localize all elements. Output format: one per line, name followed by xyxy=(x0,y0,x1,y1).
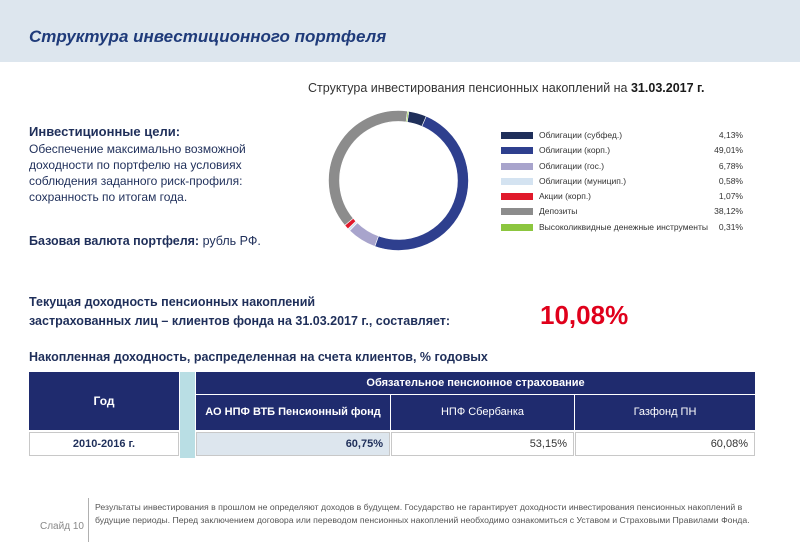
legend-value-5: 38,12% xyxy=(714,206,743,217)
page-title: Структура инвестиционного портфеля xyxy=(29,27,387,46)
table-cell-sberbank: 53,15% xyxy=(391,432,574,456)
structure-title xyxy=(308,81,704,95)
legend-value-3: 0,58% xyxy=(718,175,743,186)
legend-value-4: 1,07% xyxy=(718,191,743,202)
disclaimer-text: Результаты инвестирования в прошлом не определяют доходов в будущем. Государство не гарантирует доходности инвестирования пенсионных накоплений в будущие периоды. Перед заключением договора или переводом пенсионных накоплений необходимо ознакомиться с Уставом и Страховыми Правилами Фонда. xyxy=(95,502,750,525)
chart-legend xyxy=(501,128,745,235)
legend-item-4 xyxy=(501,189,745,204)
legend-swatch-4 xyxy=(501,193,533,200)
legend-value-0: 4,13% xyxy=(718,130,743,140)
table-header-year: Год xyxy=(29,372,179,430)
header-divider xyxy=(0,62,800,64)
legend-swatch-0 xyxy=(501,132,533,139)
slide-number: Слайд 10 xyxy=(40,521,84,532)
table-cell-year: 2010-2016 г. xyxy=(29,432,179,456)
legend-label-6: Высоколиквидные денежные инструменты xyxy=(539,221,708,232)
current-yield-text xyxy=(29,293,450,331)
legend-label-1: Облигации (корп.) xyxy=(539,145,611,156)
legend-item-5 xyxy=(501,204,745,219)
donut-slice-1 xyxy=(375,116,469,250)
table-header-vtb: АО НПФ ВТБ Пенсионный фонд xyxy=(196,395,390,430)
footer-divider xyxy=(88,498,89,542)
legend-label-4: Акции (корп.) xyxy=(539,191,592,202)
legend-value-2: 6,78% xyxy=(718,160,743,171)
table-cell-vtb: 60,75% xyxy=(196,432,390,456)
legend-label-2: Облигации (гос.) xyxy=(539,160,605,171)
table-header-sberbank: НПФ Сбербанка xyxy=(391,395,574,430)
yield-table xyxy=(29,372,755,458)
legend-item-3 xyxy=(501,174,745,189)
legend-swatch-1 xyxy=(501,147,533,154)
structure-title-prefix: Структура инвестирования пенсионных накоплений на xyxy=(308,81,631,95)
current-yield-line-1: Текущая доходность пенсионных накоплений xyxy=(29,295,316,309)
table-gap-column xyxy=(180,372,195,458)
current-yield-value: 10,08% xyxy=(540,300,629,330)
structure-title-date: 31.03.2017 г. xyxy=(630,81,705,95)
legend-item-1 xyxy=(501,143,745,158)
portfolio-donut-chart xyxy=(326,108,471,253)
base-currency-label: Базовая валюта портфеля: xyxy=(29,234,200,248)
goals-heading: Инвестиционные цели: xyxy=(29,124,181,139)
table-header-gazfond: Газфонд ПН xyxy=(575,395,755,430)
legend-swatch-6 xyxy=(501,224,533,231)
table-cell-gazfond: 60,08% xyxy=(575,432,755,456)
legend-swatch-3 xyxy=(501,178,533,185)
header-bar xyxy=(0,0,800,62)
legend-label-3: Облигации (муницип.) xyxy=(539,175,627,186)
accumulated-yield-title: Накопленная доходность, распределенная на счета клиентов, % годовых xyxy=(29,350,488,364)
table-header-group: Обязательное пенсионное страхование xyxy=(196,372,755,395)
donut-slice-5 xyxy=(329,110,408,225)
base-currency xyxy=(29,234,261,248)
legend-label-0: Облигации (субфед.) xyxy=(539,130,623,140)
legend-swatch-5 xyxy=(501,208,533,215)
base-currency-value: рубль РФ. xyxy=(199,234,261,248)
legend-label-5: Депозиты xyxy=(539,206,578,217)
legend-value-1: 49,01% xyxy=(714,145,743,156)
legend-item-6 xyxy=(501,220,745,235)
legend-value-6: 0,31% xyxy=(718,221,743,232)
legend-item-0 xyxy=(501,128,745,143)
current-yield-line-2: застрахованных лиц – клиентов фонда на 31.03.2017 г., составляет: xyxy=(29,314,451,328)
goals-text: Обеспечение максимально возможной доходности по портфелю на условиях соблюдения заданного риск-профиля: сохранность по итогам года. xyxy=(29,142,246,204)
legend-item-2 xyxy=(501,159,745,174)
legend-swatch-2 xyxy=(501,163,533,170)
